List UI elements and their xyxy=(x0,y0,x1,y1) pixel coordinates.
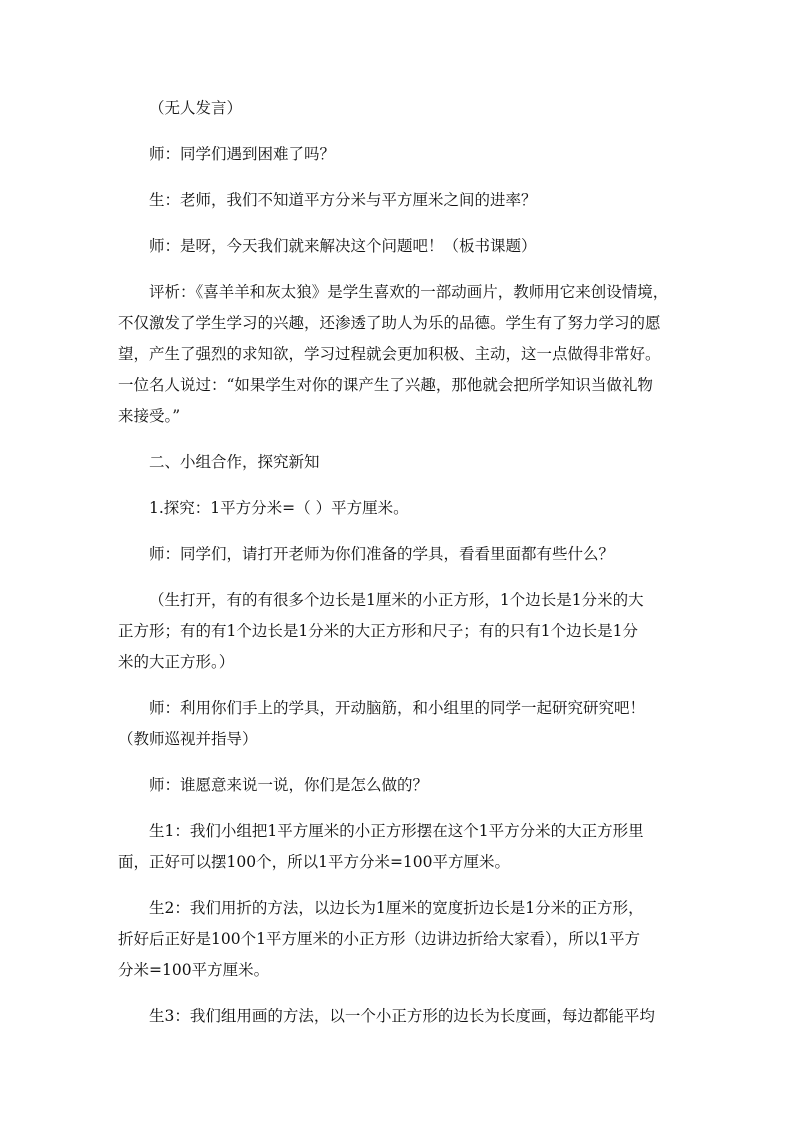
text-line: 不仅激发了学生学习的兴趣，还渗透了助人为乐的品德。学生有了努力学习的愿 xyxy=(118,314,661,332)
text-line: 师：同学们，请打开老师为你们准备的学具，看看里面都有些什么？ xyxy=(149,545,615,563)
text-line: 望，产生了强烈的求知欲，学习过程就会更加积极、主动，这一点做得非常好。 xyxy=(118,345,661,363)
paragraph-student-3 xyxy=(118,1001,690,1032)
paragraph-student-1 xyxy=(118,816,690,878)
paragraph-students-open-kit xyxy=(118,585,690,678)
paragraph-teacher-guide xyxy=(118,693,690,755)
section-heading xyxy=(118,447,690,478)
paragraph-explore-task xyxy=(118,493,690,524)
text-line: 来接受。” xyxy=(118,407,181,425)
text-line: 生：老师，我们不知道平方分米与平方厘米之间的进率？ xyxy=(149,191,537,209)
text-line: 正方形；有的有1个边长是1分米的大正方形和尺子；有的只有1个边长是1分 xyxy=(118,622,638,640)
text-line: 评析：《喜羊羊和灰太狼》是学生喜欢的一部动画片，教师用它来创设情境， xyxy=(149,283,669,301)
paragraph-student-2 xyxy=(118,893,690,986)
text-line: 生2：我们用折的方法，以边长为1厘米的宽度折边长是1分米的正方形， xyxy=(149,899,644,917)
text-line: 面，正好可以摆100个，所以1平方分米=100平方厘米。 xyxy=(118,853,511,871)
text-line: 米的大正方形。） xyxy=(118,653,235,671)
paragraph-teacher-topic xyxy=(118,231,690,262)
text-line: （教师巡视并指导） xyxy=(118,730,258,748)
text-line: 师：利用你们手上的学具，开动脑筋，和小组里的同学一起研究研究吧！ xyxy=(149,699,646,717)
text-line: （生打开，有的有很多个边长是1厘米的小正方形，1个边长是1分米的大 xyxy=(149,591,644,609)
text-line: 生3：我们组用画的方法，以一个小正方形的边长为长度画，每边都能平均 xyxy=(149,1007,655,1025)
text-line: 一位名人说过：“如果学生对你的课产生了兴趣，那他就会把所学知识当做礼物 xyxy=(118,376,653,394)
text-line: 折好后正好是100个1平方厘米的小正方形（边讲边折给大家看），所以1平方 xyxy=(118,930,641,948)
paragraph-commentary xyxy=(118,277,690,432)
document-body xyxy=(118,93,690,1032)
text-line: 生1：我们小组把1平方厘米的小正方形摆在这个1平方分米的大正方形里 xyxy=(149,822,644,840)
paragraph-student-answer xyxy=(118,185,690,216)
paragraph-no-one-speaks xyxy=(118,93,690,124)
text-line: 师：谁愿意来说一说，你们是怎么做的？ xyxy=(149,776,429,794)
text-line: 分米=100平方厘米。 xyxy=(118,961,270,979)
text-line: 1.探究：1平方分米=（ ）平方厘米。 xyxy=(149,499,409,517)
paragraph-teacher-open-kit xyxy=(118,539,690,570)
text-line: （无人发言） xyxy=(149,99,243,117)
paragraph-teacher-ask xyxy=(118,770,690,801)
text-line: 师：同学们遇到困难了吗？ xyxy=(149,145,336,163)
paragraph-teacher-question xyxy=(118,139,690,170)
text-line: 师：是呀，今天我们就来解决这个问题吧！（板书课题） xyxy=(149,237,537,255)
text-line: 二、小组合作，探究新知 xyxy=(149,453,320,471)
